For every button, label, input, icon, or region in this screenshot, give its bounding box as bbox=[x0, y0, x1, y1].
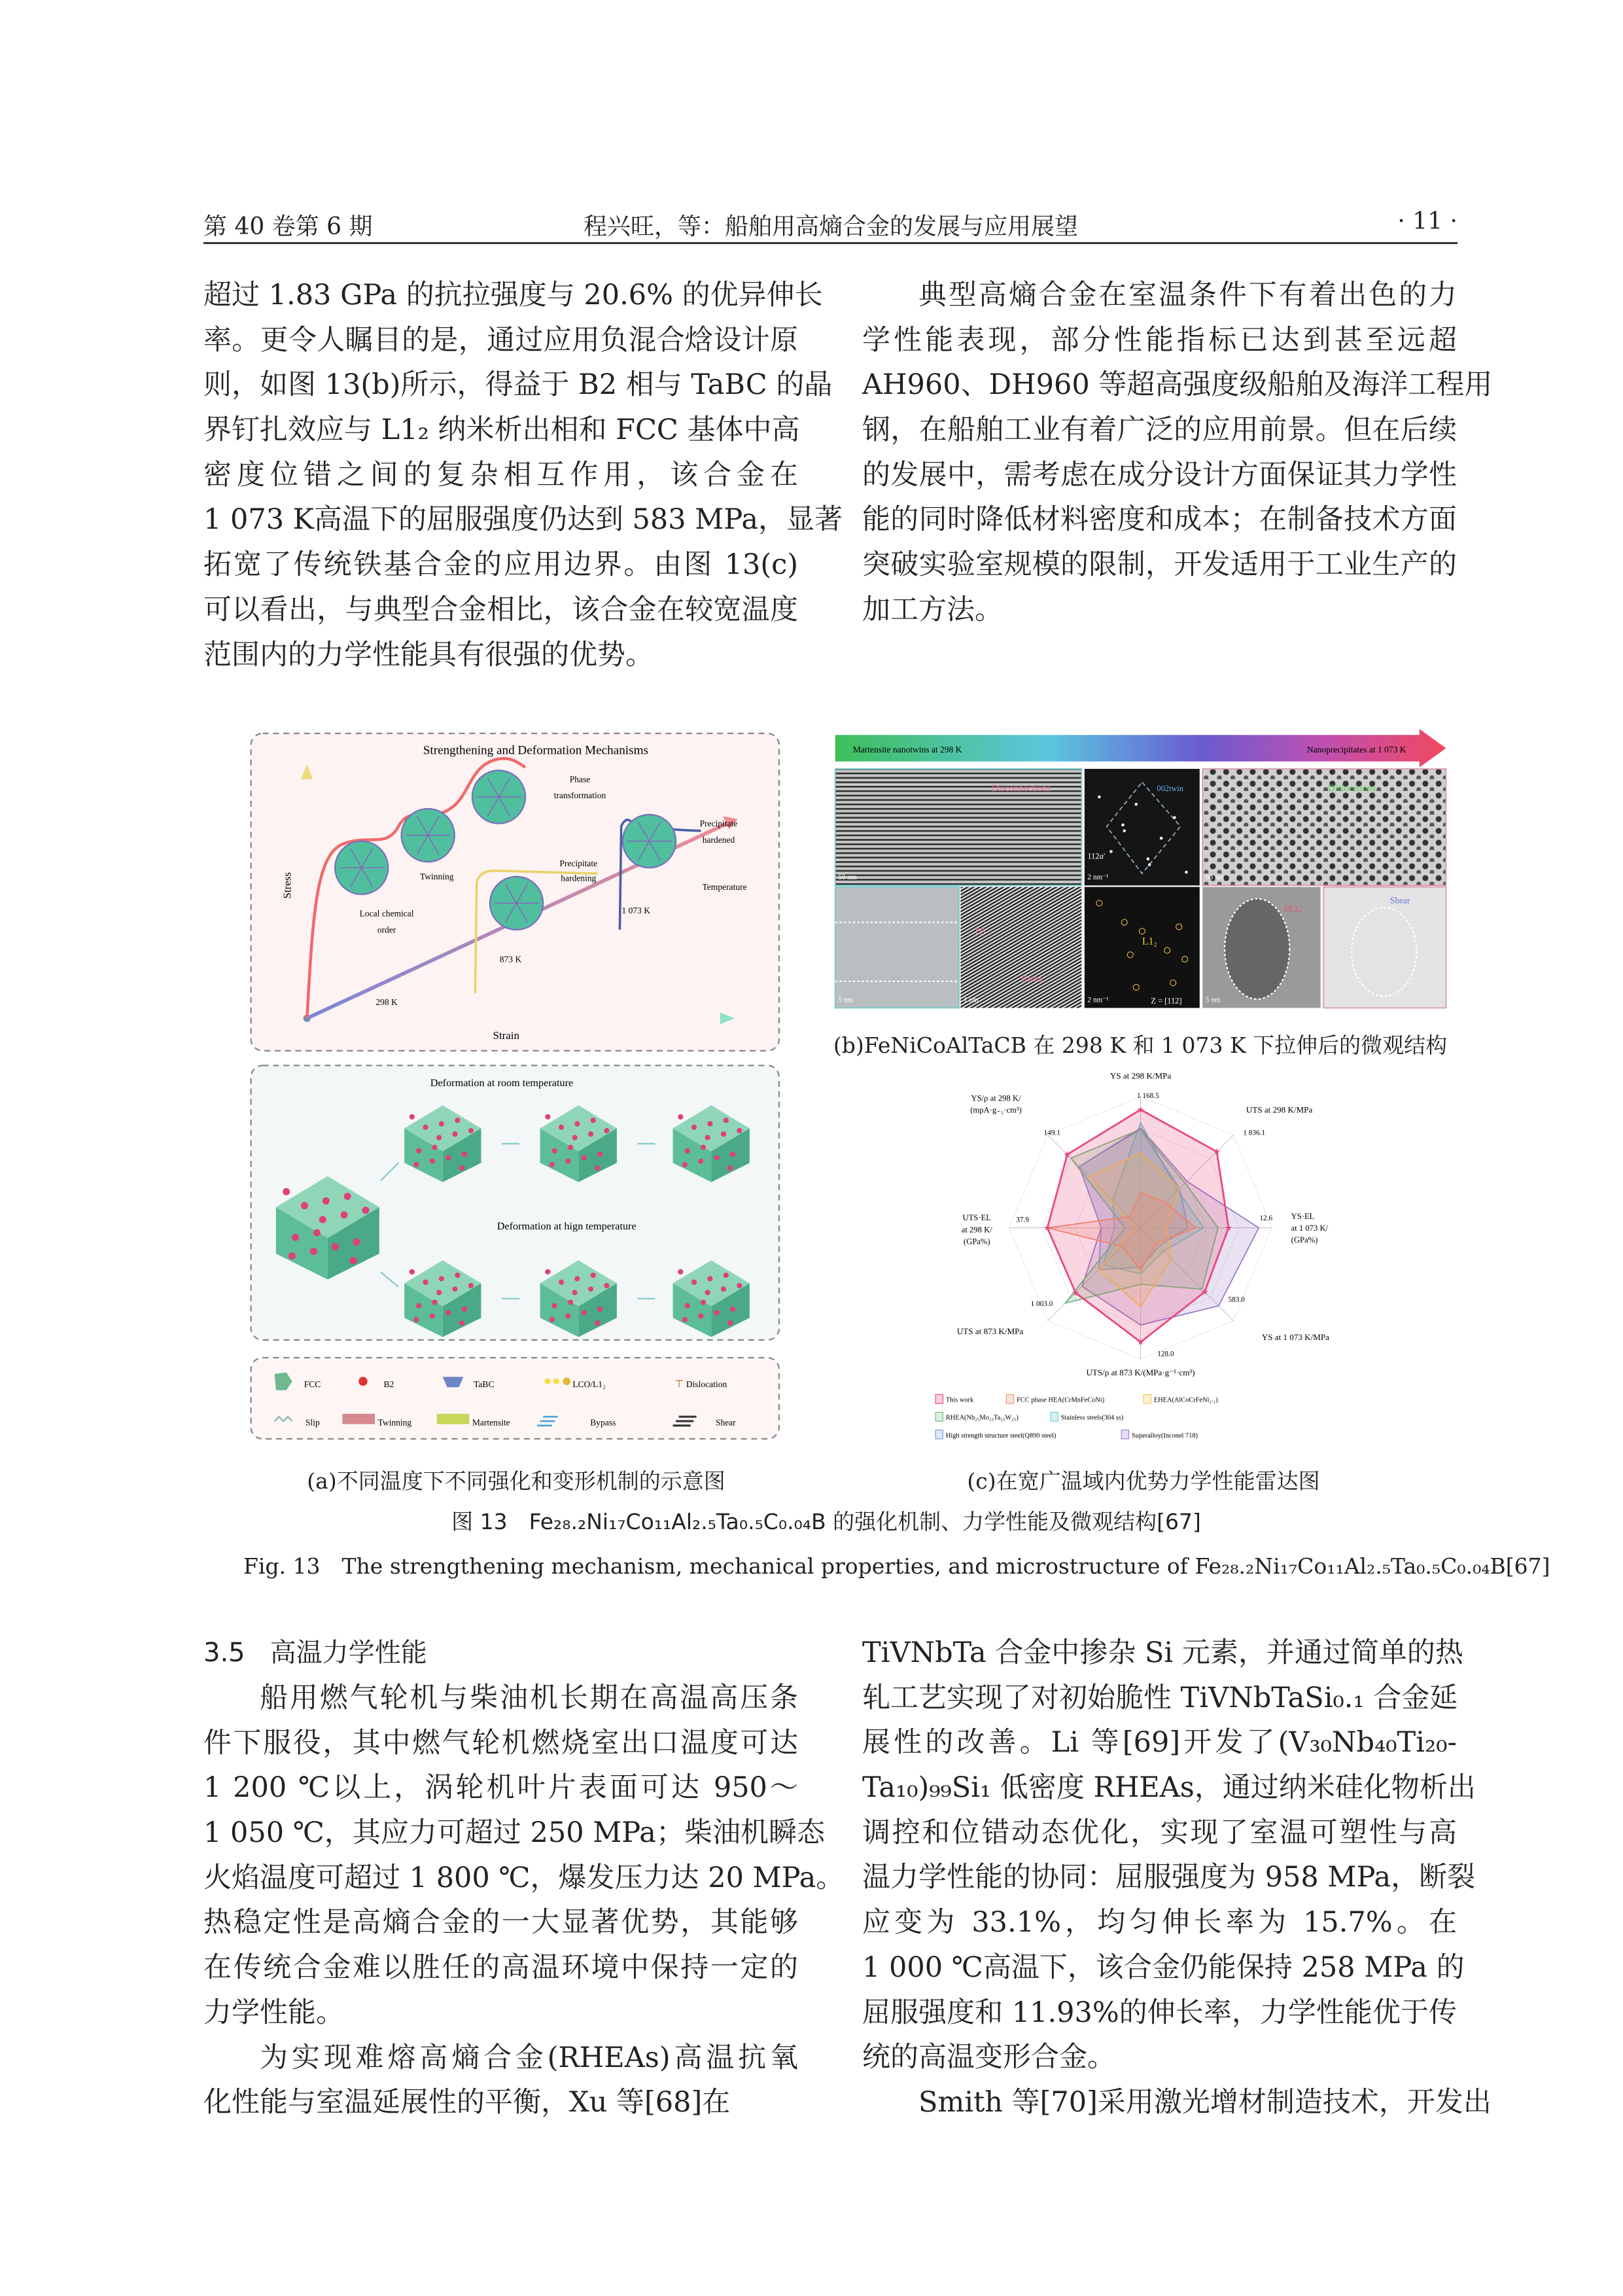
panel-a-deformation bbox=[251, 1065, 779, 1340]
b2-particle bbox=[323, 1197, 330, 1205]
label-precipitate: Precipitate bbox=[559, 858, 598, 868]
diffraction-spot bbox=[1173, 816, 1176, 819]
figure-title-cn: 图 13 Fe₂₈.₂Ni₁₇Co₁₁Al₂.₅Ta₀.₅C₀.₀₄B 的强化机制、力学性能及微观结构[67] bbox=[451, 1509, 1201, 1534]
text-line: 轧工艺实现了对初始脆性 TiVNbTaSi₀.₁ 合金延 bbox=[862, 1681, 1458, 1714]
text-line: 密度位错之间的复杂相互作用，该合金在 bbox=[203, 458, 798, 491]
text-line: 超过 1.83 GPa 的抗拉强度与 20.6% 的优异伸长 bbox=[203, 279, 823, 311]
text-line: 力学性能。 bbox=[203, 1996, 344, 2029]
text-line: 1 073 K高温下的屈服强度仍达到 583 MPa，显著 bbox=[203, 503, 843, 537]
b2-particle bbox=[545, 1114, 550, 1120]
legend-box bbox=[251, 1358, 779, 1439]
label-298k: 298 K bbox=[375, 997, 398, 1007]
radar-axis-label: (GPa%) bbox=[1291, 1235, 1318, 1245]
radar-value-label: 149.1 bbox=[1043, 1129, 1060, 1137]
b2-particle bbox=[552, 1148, 557, 1154]
b2-particle bbox=[550, 1162, 555, 1167]
label-l12: L1₂ bbox=[1142, 936, 1157, 947]
this-work-star-marker: ★ bbox=[1063, 1149, 1072, 1159]
b2-particle bbox=[572, 1290, 578, 1295]
legend-fcc: FCC bbox=[304, 1379, 321, 1390]
legend-swatch bbox=[1121, 1430, 1128, 1439]
text-line: 的发展中，需考虑在成分设计方面保证其力学性 bbox=[862, 458, 1457, 491]
label-tb: TB bbox=[973, 926, 985, 936]
text-line: 学性能表现，部分性能指标已达到甚至远超 bbox=[862, 323, 1457, 357]
label-zone-axis: Z = [112] bbox=[1151, 996, 1182, 1006]
b2-particle bbox=[678, 1269, 683, 1275]
this-work-star-marker: ★ bbox=[1136, 1104, 1145, 1115]
legend-swatch bbox=[1143, 1394, 1151, 1404]
radar-value-label: 37.9 bbox=[1016, 1216, 1029, 1224]
label-transformation: transformation bbox=[553, 790, 606, 801]
b2-particle bbox=[455, 1118, 460, 1123]
radar-axis-label: at 1 073 K/ bbox=[1291, 1224, 1329, 1233]
top-right-paragraph bbox=[862, 273, 1493, 633]
b2-particle bbox=[574, 1121, 580, 1126]
b2-particle bbox=[591, 1273, 596, 1278]
b2-particle bbox=[301, 1202, 308, 1209]
text-line: 应变为 33.1%，均匀伸长率为 15.7%。在 bbox=[862, 1906, 1457, 1939]
b2-particle bbox=[445, 1310, 451, 1315]
b2-particle bbox=[416, 1148, 421, 1154]
b2-particle bbox=[685, 1303, 690, 1309]
bottom-left-paragraph bbox=[203, 1676, 845, 2125]
text-line: 能的同时降低材料密度和成本；在制备技术方面 bbox=[862, 503, 1457, 537]
bottom-right-paragraph bbox=[862, 1631, 1492, 2125]
radar-legend-label: RHEA(Nb₂₅Mo₂₅Ta₂₅W₂₅) bbox=[945, 1414, 1019, 1422]
radar-axis-label: YS·EL bbox=[1291, 1211, 1315, 1221]
text-line: 展性的改善。Li 等[69]开发了(V₃₀Nb₄₀Ti₂₀- bbox=[862, 1726, 1457, 1759]
b2-particle bbox=[721, 1286, 726, 1292]
b2-particle bbox=[439, 1121, 444, 1126]
b2-particle bbox=[701, 1144, 706, 1150]
text-line: 件下服役，其中燃气轮机燃烧室出口温度可达 bbox=[203, 1726, 798, 1759]
b2-particle bbox=[582, 1310, 587, 1315]
b2-particle bbox=[604, 1128, 609, 1133]
this-work-star-marker: ★ bbox=[1043, 1223, 1052, 1233]
high-temperature-label: Deformation at hign temperature bbox=[497, 1220, 637, 1232]
caption-b: (b)FeNiCoAlTaCB 在 298 K 和 1 073 K 下拉伸后的微观结构 bbox=[833, 1033, 1448, 1058]
diffraction-spot bbox=[1185, 871, 1188, 874]
b2-particle bbox=[572, 1135, 578, 1140]
b2-particle bbox=[682, 1162, 688, 1167]
panel-c-radar-chart bbox=[935, 1071, 1329, 1439]
b2-particle bbox=[591, 1118, 596, 1123]
b2-particle bbox=[727, 1165, 733, 1171]
b2-particle bbox=[283, 1188, 290, 1195]
legend-twinning: Twinning bbox=[377, 1417, 412, 1428]
panel-a-legend bbox=[251, 1358, 779, 1439]
legend-lco-l12: LCO/L1₂ bbox=[572, 1379, 606, 1390]
text-line: 1 200 ℃以上，涡轮机叶片表面可达 950～ bbox=[203, 1771, 798, 1805]
label-phase: Phase bbox=[569, 774, 591, 785]
this-work-star-marker: ★ bbox=[1200, 1286, 1209, 1297]
text-line: 1 000 ℃高温下，该合金仍能保持 258 MPa 的 bbox=[862, 1951, 1465, 1984]
scale-bar-5nm: 5 nm bbox=[838, 996, 854, 1004]
radar-axis-label: at 298 K/ bbox=[961, 1225, 992, 1235]
legend-swatch bbox=[935, 1412, 943, 1421]
legend-swatch bbox=[1051, 1412, 1058, 1421]
b2-particle bbox=[413, 1317, 419, 1322]
text-line: 1 050 ℃，其应力可超过 250 MPa；柴油机瞬态 bbox=[203, 1816, 825, 1850]
b2-particle bbox=[705, 1290, 710, 1295]
diffraction-spot bbox=[1148, 863, 1151, 866]
stress-label: Stress bbox=[281, 872, 294, 899]
this-work-star-marker: ★ bbox=[1136, 1337, 1145, 1347]
section-heading bbox=[203, 1631, 427, 1676]
text-line: 拓宽了传统铁基合金的应用边界。由图 13(c) bbox=[203, 548, 798, 582]
label-nanoprecipitates: Nanoprecipitates at 1 073 K bbox=[1306, 745, 1406, 755]
b2-particle bbox=[349, 1257, 357, 1264]
b2-particle bbox=[685, 1148, 690, 1154]
label-kinks: Kinks bbox=[1021, 973, 1043, 983]
b2-particle bbox=[445, 1155, 451, 1160]
label-002twin: 002twin bbox=[1157, 783, 1184, 793]
b2-particle bbox=[313, 1229, 321, 1236]
text-line: 为实现难熔高熵合金(RHEAs)高温抗氧 bbox=[260, 2041, 798, 2074]
dislocation-icon: ⊤ bbox=[674, 1379, 684, 1390]
b2-particle bbox=[353, 1239, 360, 1246]
l12-icon bbox=[563, 1377, 570, 1385]
b2-particle bbox=[588, 1286, 593, 1292]
label-shear: Shear bbox=[1389, 895, 1410, 906]
b2-icon bbox=[358, 1377, 368, 1386]
room-temperature-label: Deformation at room temperature bbox=[430, 1076, 574, 1089]
radar-value-label: 1 836.1 bbox=[1243, 1129, 1266, 1137]
b2-particle bbox=[416, 1303, 421, 1309]
b2-particle bbox=[461, 1152, 466, 1157]
b2-particle bbox=[468, 1128, 474, 1133]
text-line: 统的高温变形合金。 bbox=[862, 2041, 1115, 2074]
figure-title-en: Fig. 13 The strengthening mechanism, mechanical properties, and microstructure of Fe₂₈.₂Ni₁₇Co₁₁Al₂.₅Ta₀.₅C₀.₀₄B[67] bbox=[243, 1553, 1550, 1579]
hrtem-lattice bbox=[960, 887, 1081, 1008]
radar-value-label: 1 168.5 bbox=[1136, 1092, 1159, 1101]
diffraction-spot bbox=[1135, 803, 1138, 806]
text-line: 加工方法。 bbox=[862, 593, 1003, 626]
tem-disconnections bbox=[835, 887, 959, 1008]
martensite-icon bbox=[437, 1414, 470, 1424]
b2-particle bbox=[452, 1131, 457, 1137]
scale-bar-1nm: 1 nm bbox=[963, 996, 979, 1004]
header-rule bbox=[203, 242, 1457, 244]
radar-legend-label: High strength structure steel(Q890 steel) bbox=[945, 1432, 1056, 1439]
radar-legend-label: Stainless steels(304 ss) bbox=[1060, 1414, 1124, 1422]
radar-axis-label: UTS at 298 K/MPa bbox=[1246, 1104, 1313, 1115]
b2-particle bbox=[362, 1207, 369, 1214]
panel-a-title: Strengthening and Deformation Mechanisms bbox=[423, 743, 648, 758]
radar-axis-label: (mpA·g₋₁·cm³) bbox=[970, 1105, 1022, 1115]
text-line: 屈服强度和 11.93%的伸长率，力学性能优于传 bbox=[862, 1996, 1457, 2029]
b2-particle bbox=[582, 1155, 587, 1160]
journal-volume: 第 40 卷第 6 期 bbox=[203, 213, 373, 240]
strain-label: Strain bbox=[493, 1029, 519, 1042]
radar-value-label: 128.0 bbox=[1157, 1350, 1174, 1358]
b2-particle bbox=[588, 1131, 593, 1137]
b2-particle bbox=[410, 1269, 415, 1275]
top-left-paragraph bbox=[203, 273, 843, 677]
legend-swatch bbox=[935, 1394, 943, 1404]
b2-particle bbox=[436, 1290, 442, 1295]
b2-particle bbox=[707, 1276, 712, 1281]
radar-axis-label: (GPa%) bbox=[963, 1237, 990, 1246]
legend-swatch bbox=[935, 1430, 943, 1439]
b2-particle bbox=[568, 1144, 573, 1150]
page-number: · 11 · bbox=[1397, 208, 1457, 235]
b2-particle bbox=[714, 1310, 720, 1315]
text-line: 化性能与室温延展性的平衡，Xu 等[68]在 bbox=[203, 2086, 731, 2119]
legend-bypass: Bypass bbox=[590, 1417, 616, 1428]
b2-particle bbox=[597, 1307, 602, 1312]
b2-particle bbox=[288, 1252, 296, 1260]
diffraction-spot bbox=[1121, 824, 1125, 827]
text-line: 典型高熵合金在室温条件下有着出色的力 bbox=[918, 279, 1457, 311]
legend-swatch bbox=[1006, 1394, 1013, 1404]
label-disconnections: Disconnections bbox=[991, 783, 1051, 794]
b2-particle bbox=[727, 1320, 733, 1326]
b2-particle bbox=[678, 1114, 683, 1120]
b2-particle bbox=[292, 1234, 299, 1241]
this-work-star-marker: ★ bbox=[1225, 1223, 1233, 1233]
b2-particle bbox=[565, 1313, 570, 1318]
b2-particle bbox=[595, 1165, 600, 1171]
b2-particle bbox=[698, 1159, 703, 1164]
label-order: order bbox=[377, 925, 396, 935]
tem-shear bbox=[1323, 887, 1446, 1008]
section-title: 高温力学性能 bbox=[270, 1638, 427, 1668]
b2-particle bbox=[459, 1320, 464, 1326]
radar-legend-label: FCC phase HEA(CrMnFeCoNi) bbox=[1017, 1396, 1105, 1404]
legend-slip: Slip bbox=[305, 1417, 320, 1428]
this-work-star-marker: ★ bbox=[1072, 1288, 1080, 1298]
diffraction-spot bbox=[1109, 850, 1113, 853]
running-title: 程兴旺，等：船舶用高熵合金的发展与应用展望 bbox=[583, 213, 1079, 240]
label-hardening: hardening bbox=[561, 873, 597, 883]
this-work-star-marker: ★ bbox=[1212, 1146, 1221, 1157]
b2-particle bbox=[724, 1118, 729, 1123]
radar-axis-label: YS at 1 073 K/MPa bbox=[1261, 1332, 1329, 1342]
b2-particle bbox=[682, 1317, 688, 1322]
b2-particle bbox=[332, 1243, 339, 1250]
b2-particle bbox=[691, 1279, 697, 1284]
b2-particle bbox=[413, 1162, 419, 1167]
b2-particle bbox=[423, 1279, 428, 1284]
panel-a-mechanisms bbox=[251, 733, 779, 1051]
section-number: 3.5 bbox=[203, 1638, 245, 1668]
b2-particle bbox=[341, 1211, 348, 1218]
label-local-chemical: Local chemical bbox=[359, 908, 414, 919]
legend-martensite: Martensite bbox=[472, 1417, 510, 1428]
lco-icon bbox=[553, 1379, 559, 1385]
legend-tabc: TaBC bbox=[474, 1379, 495, 1390]
b2-particle bbox=[461, 1307, 466, 1312]
text-line: Smith 等[70]采用激光增材制造技术，开发出 bbox=[918, 2085, 1492, 2119]
radar-axis-label: YS/ρ at 298 K/ bbox=[971, 1093, 1021, 1103]
panel-b-microstructure bbox=[835, 729, 1446, 1008]
radar-axis-label: YS at 298 K/MPa bbox=[1109, 1070, 1172, 1081]
caption-a: (a)不同温度下不同强化和变形机制的示意图 bbox=[307, 1468, 725, 1494]
label-martensite-nanotwins: Martensite nanotwins at 298 K bbox=[852, 745, 962, 755]
b2-particle bbox=[724, 1273, 729, 1278]
text-line: 在传统合金难以胜任的高温环境中保持一定的 bbox=[203, 1951, 798, 1985]
label-twinning: Twinning bbox=[419, 872, 454, 882]
scale-bar-5nm-2: 5 nm bbox=[1205, 996, 1221, 1004]
label-112: 112α' bbox=[1087, 851, 1106, 861]
caption-c: (c)在宽广温域内优势力学性能雷达图 bbox=[967, 1468, 1320, 1494]
b2-particle bbox=[439, 1276, 444, 1281]
b2-particle bbox=[430, 1313, 435, 1318]
radar-legend-label: EHEA(AlCoCrFeNi₂.₁) bbox=[1153, 1396, 1218, 1404]
text-line: 钢，在船舶工业有着广泛的应用前景。但在后续 bbox=[862, 414, 1457, 447]
b2-particle bbox=[597, 1152, 602, 1157]
radar-value-label: 12.6 bbox=[1259, 1214, 1273, 1223]
label-1073k: 1 073 K bbox=[621, 906, 651, 916]
label-hardened: hardened bbox=[702, 834, 735, 845]
b2-particle bbox=[730, 1307, 735, 1312]
precipitate-outline bbox=[1225, 899, 1289, 999]
b2-particle bbox=[595, 1320, 600, 1326]
lco-icon bbox=[544, 1379, 550, 1385]
b2-particle bbox=[436, 1135, 442, 1140]
b2-particle bbox=[410, 1114, 415, 1120]
text-line: 调控和位错动态优化，实现了室温可塑性与高 bbox=[862, 1816, 1457, 1849]
text-line: TiVNbTa 合金中掺杂 Si 元素，并通过简单的热 bbox=[862, 1636, 1463, 1669]
text-line: 突破实验室规模的限制，开发适用于工业生产的 bbox=[862, 548, 1457, 582]
diffraction-spot bbox=[1147, 857, 1150, 860]
b2-particle bbox=[430, 1159, 435, 1164]
legend-dislocation: Dislocation bbox=[686, 1379, 727, 1390]
scale-bar-2nm-inv: 2 nm⁻¹ bbox=[1087, 874, 1109, 882]
diffraction-spot bbox=[1123, 830, 1126, 833]
radar-legend-label: Superalloy(Inconel 718) bbox=[1132, 1432, 1198, 1439]
radar-axis-label: UTS·EL bbox=[962, 1213, 991, 1223]
text-line: 则，如图 13(b)所示，得益于 B2 相与 TaBC 的晶 bbox=[203, 368, 833, 402]
legend-shear: Shear bbox=[716, 1417, 736, 1428]
b2-particle bbox=[559, 1125, 564, 1130]
text-line: Ta₁₀)₉₉Si₁ 低密度 RHEAs，通过纳米硅化物析出 bbox=[862, 1771, 1476, 1805]
b2-particle bbox=[565, 1159, 570, 1164]
b2-particle bbox=[310, 1248, 317, 1255]
b2-particle bbox=[432, 1299, 437, 1305]
b2-particle bbox=[344, 1193, 351, 1200]
b2-particle bbox=[552, 1303, 557, 1309]
b2-particle bbox=[737, 1283, 742, 1288]
label-fcc: FCC bbox=[1283, 904, 1302, 915]
b2-particle bbox=[574, 1276, 580, 1281]
b2-particle bbox=[714, 1155, 720, 1160]
scale-bar-50nm-2: 50 nm bbox=[1205, 874, 1225, 882]
text-line: 率。更令人瞩目的是，通过应用负混合焓设计原 bbox=[203, 323, 798, 357]
b2-particle bbox=[721, 1131, 726, 1137]
b2-particle bbox=[707, 1121, 712, 1126]
radar-legend-label: This work bbox=[945, 1396, 974, 1404]
text-line: 范围内的力学性能具有很强的优势。 bbox=[203, 638, 654, 671]
b2-particle bbox=[604, 1283, 609, 1288]
b2-particle bbox=[691, 1125, 697, 1130]
label-temperature: Temperature bbox=[702, 882, 747, 892]
b2-particle bbox=[705, 1135, 710, 1140]
label-dislocations: Dislocations bbox=[1328, 783, 1376, 794]
radar-axis-label: UTS at 873 K/MPa bbox=[956, 1326, 1024, 1336]
legend-b2: B2 bbox=[383, 1379, 394, 1390]
b2-particle bbox=[568, 1299, 573, 1305]
b2-particle bbox=[550, 1317, 555, 1322]
radar-value-label: 1 003.0 bbox=[1030, 1300, 1053, 1309]
twinning-icon bbox=[342, 1414, 375, 1424]
b2-particle bbox=[468, 1283, 474, 1288]
b2-particle bbox=[701, 1299, 706, 1305]
text-line: 界钉扎效应与 L1₂ 纳米析出相和 FCC 基体中高 bbox=[203, 414, 800, 447]
radar-axis-label: UTS/ρ at 873 K/(MPa·g⁻¹·cm³) bbox=[1086, 1368, 1195, 1378]
text-line: 可以看出，与典型合金相比，该合金在较宽温度 bbox=[203, 593, 798, 626]
text-line: 热稳定性是高熵合金的一大显著优势，其能够 bbox=[203, 1906, 798, 1939]
diffraction-spot bbox=[1098, 796, 1101, 799]
scale-bar-2nm-inv-2: 2 nm⁻¹ bbox=[1087, 996, 1109, 1004]
b2-particle bbox=[319, 1216, 326, 1223]
scale-bar-50nm: 50 nm bbox=[838, 874, 857, 882]
b2-particle bbox=[452, 1286, 457, 1292]
text-line: 火焰温度可超过 1 800 ℃，爆发压力达 20 MPa。 bbox=[203, 1861, 845, 1894]
b2-particle bbox=[559, 1279, 564, 1284]
tem-nanoprecipitates bbox=[1202, 769, 1446, 885]
text-line: 船用燃气轮机与柴油机长期在高温高压条 bbox=[260, 1682, 798, 1714]
label-873k: 873 K bbox=[499, 954, 522, 964]
figure-13 bbox=[236, 723, 1461, 1461]
b2-particle bbox=[730, 1152, 735, 1157]
b2-particle bbox=[432, 1144, 437, 1150]
b2-particle bbox=[545, 1269, 550, 1275]
b2-particle bbox=[698, 1313, 703, 1318]
radar-value-label: 583.0 bbox=[1228, 1296, 1245, 1304]
label-precipitate-2: Precipitate bbox=[699, 819, 738, 829]
diffraction-spot bbox=[1160, 837, 1163, 840]
b2-particle bbox=[423, 1125, 428, 1130]
b2-particle bbox=[737, 1128, 742, 1133]
b2-particle bbox=[455, 1273, 460, 1278]
text-line: 温力学性能的协同：屈服强度为 958 MPa，断裂 bbox=[862, 1861, 1476, 1894]
text-line: AH960、DH960 等超高强度级船舶及海洋工程用 bbox=[862, 368, 1493, 402]
b2-particle bbox=[459, 1165, 464, 1171]
